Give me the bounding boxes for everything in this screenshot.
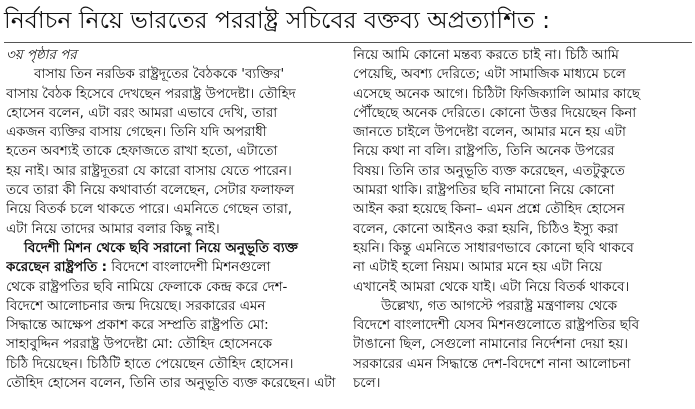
paragraph-line: হতেন অবশ্যই তাকে হেফাজতে রাখা হতো, এটাতো: [6, 144, 278, 160]
continued-from-note: ৩য় পৃষ্ঠার পর: [6, 48, 77, 63]
photo-removal-paragraph: [6, 278, 343, 394]
paragraph-line: হোসেন বলেন, এটা বরং আমরা এভাবে দেখি, তারা: [6, 105, 278, 121]
headline-rule: [4, 42, 692, 43]
paragraph-line: বাসায় তিন নরডিক রাষ্ট্রদূতের বৈঠককে 'ব্যক্তির': [34, 67, 285, 83]
paragraph-line: হয়নি। কিন্তু এমনিতে সাধারণভাবে কোনো ছবি থাকবে: [353, 240, 634, 256]
paragraph-line: চিঠি দিয়েছেন। চিঠিটি হাতে পেয়েছেন তৌহিদ হোসেন।: [6, 356, 294, 372]
paragraph-line: বিদেশে আলোচনার জন্ম দিয়েছে। সরকারের এমন: [6, 298, 266, 314]
paragraph-line: আমরা থাকি। রাষ্ট্রপতির ছবি নামানো নিয়ে কোনো: [353, 183, 615, 199]
background-paragraph: [353, 297, 690, 393]
paragraph-line: এটা নিয়ে তাদের আমার বলার কিছু নাই।: [6, 221, 220, 237]
headline: নির্বাচন নিয়ে ভারতের পররাষ্ট্র সচিবের বক্তব্য অপ্রত্যাশিত :: [4, 6, 551, 34]
paragraph-line: নিয়ে আমি কোনো মন্তব্য করতে চাই না। চিঠি আমি: [353, 48, 619, 63]
paragraph-line: বাসায় বৈঠক হিসেবে দেখছেন পররাষ্ট্র উপদেষ্টা। তৌহিদ: [6, 86, 296, 102]
paragraph-line: তবে তারা কী নিয়ে কথাবার্তা বলেছেন, সেটার ফলাফল: [6, 183, 295, 199]
paragraph-line: বিদেশে বাংলাদেশী যেসব মিশনগুলোতে রাষ্ট্রপতির ছবি: [353, 318, 640, 334]
paragraph-line: চলে।: [353, 376, 381, 392]
run-in-text: বিদেশে বাংলাদেশী মিশনগুলো: [107, 260, 271, 276]
paragraph-line: নিয়ে বিতর্ক চলে থাকতে পারে। এমনিতে গেছেন তারা,: [6, 202, 293, 218]
paragraph-line: থেকে রাষ্ট্রপতির ছবি নামিয়ে ফেলাকে কেন্দ্র করে দেশ-: [6, 279, 288, 295]
paragraph-line: আইন করা হয়েছে কিনা– এমন প্রশ্নে তৌহিদ হোসেন: [353, 202, 625, 218]
paragraph-line: উল্লেখ্য, গত আগস্টে পররাষ্ট্র মন্ত্রণালয় থেকে: [381, 298, 617, 314]
paragraph-line: সরকারের এমন সিদ্ধান্তে দেশ-বিদেশে নানা আলোচনা: [353, 356, 631, 372]
left-column: [6, 46, 343, 406]
paragraph-line: সিদ্ধান্তে আক্ষেপ প্রকাশ করে সম্প্রতি রাষ্ট্রপতি মো:: [6, 318, 269, 334]
right-column: [353, 46, 690, 406]
paragraph-line: টাঙানো ছিল, সেগুলো নামানোর নির্দেশনা দেয়া হয়।: [353, 337, 629, 353]
paragraph-line: নিয়ে কথা না বলি। রাষ্ট্রপতি, তিনি অনেক উপরের: [353, 144, 615, 160]
paragraph-line: সাহাবুদ্দিন পররাষ্ট্র উপদেষ্টা মো: তৌহিদ হোসেনকে: [6, 337, 272, 353]
paragraph-line: হয় নাই। আর রাষ্ট্রদূতরা যে কারো বাসায় যেতে পারেন।: [6, 163, 292, 179]
subheading: বিদেশী মিশন থেকে ছবি সরানো নিয়ে অনুভূতি ব্যক্ত: [24, 240, 298, 256]
paragraph-line: না এটাই হলো নিয়ম। আমার মনে হয় এটা নিয়ে: [353, 260, 602, 276]
paragraph-line: বলেন, কোনো আইনও করা হয়নি, চিঠিও ইস্যু করা: [353, 221, 619, 237]
paragraph-line: একজন ব্যক্তির বাসায় গেছেন। তিনি যদি অপরাধী: [6, 125, 267, 141]
paragraph-line: বিষয়। তিনি তার অনুভূতি ব্যক্ত করেছেন, এতটুকুতে: [353, 163, 625, 179]
intro-paragraph: [6, 65, 343, 239]
paragraph-line: জানতে চাইলে উপদেষ্টা বলেন, আমার মনে হয় এটা: [353, 125, 626, 141]
paragraph-line: এখানেই আমরা থেকে যাই। এটা নিয়ে বিতর্ক থাকবে।: [353, 279, 630, 295]
subheading-continued: করেছেন রাষ্ট্রপতি :: [6, 260, 108, 276]
subheading-line-2: [6, 258, 343, 277]
paragraph-line: পেয়েছি, অবশ্য দেরিতে; এটা সামাজিক মাধ্যমে চলে: [353, 67, 626, 83]
paragraph-line: এসেছে অনেক আগে। চিঠিটা ফিজিক্যালি আমার কাছে: [353, 86, 640, 102]
paragraph-line: পৌঁছেছে অনেক দেরিতে। কোনো উত্তর দিয়েছেন কিনা: [353, 105, 637, 121]
quote-paragraph: [353, 46, 690, 297]
paragraph-line: তৌহিদ হোসেন বলেন, তিনি তার অনুভূতি ব্যক্ত করেছেন। এটা: [6, 376, 336, 392]
